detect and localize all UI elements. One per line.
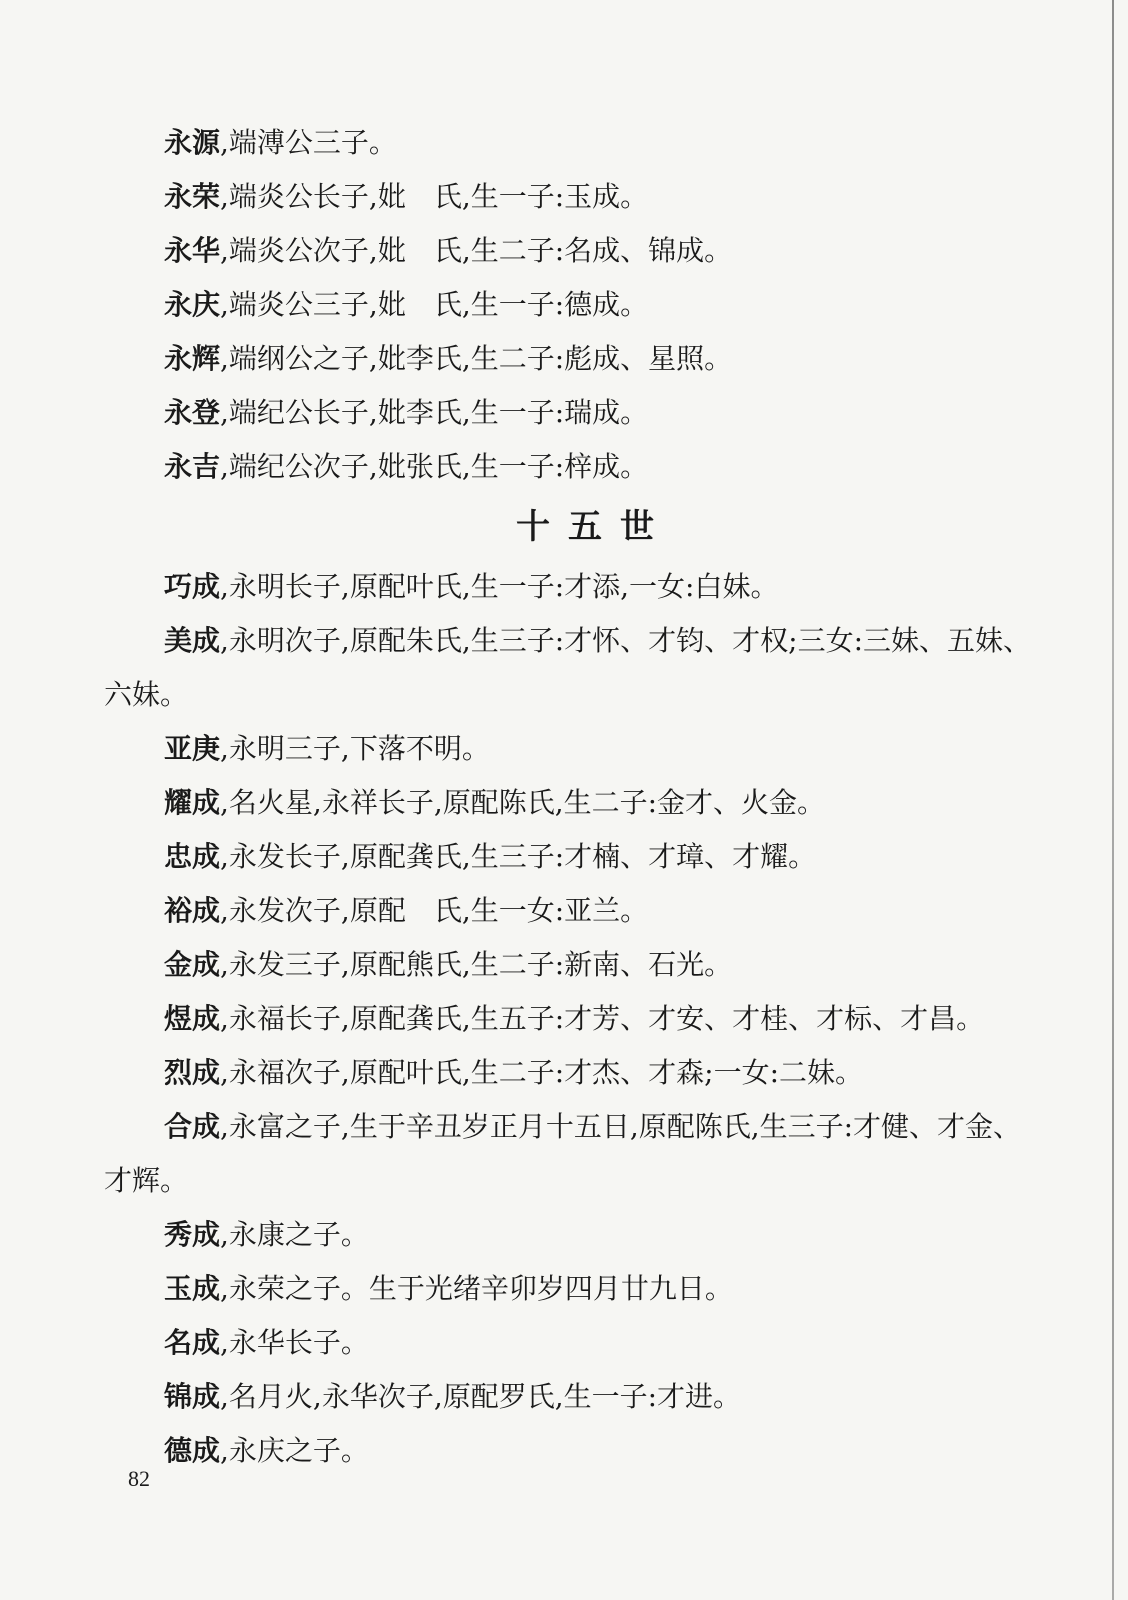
genealogy-entry (104, 224, 1044, 278)
person-name: 耀成 (164, 786, 221, 819)
entry-text: ,永发三子,原配熊氏,生二子:新南、石光。 (220, 948, 733, 981)
genealogy-entry (104, 1262, 1044, 1316)
entry-text: ,永华长子。 (220, 1326, 369, 1359)
genealogy-entry (104, 1208, 1044, 1262)
person-name: 永辉 (164, 342, 221, 375)
entry-text: ,端纪公长子,妣李氏,生一子:瑞成。 (220, 396, 649, 429)
person-name: 美成 (164, 624, 221, 657)
person-name: 永华 (164, 234, 221, 267)
person-name: 锦成 (164, 1380, 221, 1413)
entry-text: ,永庆之子。 (220, 1434, 369, 1467)
entry-text: ,永福长子,原配龚氏,生五子:才芳、才安、才桂、才标、才昌。 (220, 1002, 985, 1035)
genealogy-entry (104, 332, 1044, 386)
person-name: 秀成 (164, 1218, 221, 1251)
entry-text: ,永发长子,原配龚氏,生三子:才楠、才璋、才耀。 (220, 840, 817, 873)
page-edge-line (1112, 0, 1114, 1600)
person-name: 巧成 (164, 570, 221, 603)
genealogy-entry (104, 614, 1044, 722)
genealogy-entry (104, 278, 1044, 332)
entry-text: ,永明长子,原配叶氏,生一子:才添,一女:白妹。 (220, 570, 779, 603)
entry-text: ,永明次子,原配朱氏,生三子:才怀、才钧、才权;三女:三妹、五妹、六妹。 (104, 624, 1032, 711)
generation-14-entries (104, 116, 1044, 494)
person-name: 德成 (164, 1434, 221, 1467)
person-name: 名成 (164, 1326, 221, 1359)
genealogy-entry (104, 1316, 1044, 1370)
entry-text: ,端纲公之子,妣李氏,生二子:彪成、星照。 (220, 342, 733, 375)
genealogy-entry (104, 560, 1044, 614)
entry-text: ,端纪公次子,妣张氏,生一子:梓成。 (220, 450, 649, 483)
entry-text: ,名火星,永祥长子,原配陈氏,生二子:金才、火金。 (220, 786, 826, 819)
person-name: 忠成 (164, 840, 221, 873)
genealogy-entry (104, 116, 1044, 170)
section-heading: 十五世 (516, 507, 672, 547)
person-name: 玉成 (164, 1272, 221, 1305)
person-name: 永登 (164, 396, 221, 429)
entry-text: ,永福次子,原配叶氏,生二子:才杰、才森;一女:二妹。 (220, 1056, 864, 1089)
genealogy-entry (104, 1100, 1044, 1208)
entry-text: ,名月火,永华次子,原配罗氏,生一子:才进。 (220, 1380, 742, 1413)
entry-text: ,永明三子,下落不明。 (220, 732, 490, 765)
genealogy-entry (104, 938, 1044, 992)
person-name: 裕成 (164, 894, 221, 927)
genealogy-entry (104, 1370, 1044, 1424)
genealogy-entry (104, 722, 1044, 776)
genealogy-entry (104, 776, 1044, 830)
page-number: 82 (128, 1466, 150, 1491)
person-name: 金成 (164, 948, 221, 981)
entry-text: ,端炎公三子,妣 氏,生一子:德成。 (220, 288, 649, 321)
person-name: 煜成 (164, 1002, 221, 1035)
person-name: 亚庚 (164, 732, 221, 765)
entry-text: ,永康之子。 (220, 1218, 369, 1251)
entry-text: ,端溥公三子。 (220, 126, 397, 159)
genealogy-entry (104, 884, 1044, 938)
person-name: 烈成 (164, 1056, 221, 1089)
person-name: 永荣 (164, 180, 221, 213)
genealogy-entry (104, 830, 1044, 884)
genealogy-entry (104, 170, 1044, 224)
genealogy-entry (104, 440, 1044, 494)
entry-text: ,永荣之子。生于光绪辛卯岁四月廿九日。 (220, 1272, 733, 1305)
entry-text: ,永发次子,原配 氏,生一女:亚兰。 (220, 894, 649, 927)
genealogy-entry (104, 386, 1044, 440)
person-name: 永庆 (164, 288, 221, 321)
person-name: 永吉 (164, 450, 221, 483)
person-name: 合成 (164, 1110, 221, 1143)
entry-text: ,端炎公次子,妣 氏,生二子:名成、锦成。 (220, 234, 733, 267)
genealogy-entry (104, 1046, 1044, 1100)
genealogy-entry (104, 1424, 1044, 1478)
page-content (104, 116, 1044, 1478)
genealogy-entry (104, 992, 1044, 1046)
person-name: 永源 (164, 126, 221, 159)
generation-15-entries (104, 560, 1044, 1478)
entry-text: ,端炎公长子,妣 氏,生一子:玉成。 (220, 180, 649, 213)
entry-text: ,永富之子,生于辛丑岁正月十五日,原配陈氏,生三子:才健、才金、才辉。 (104, 1110, 1022, 1197)
